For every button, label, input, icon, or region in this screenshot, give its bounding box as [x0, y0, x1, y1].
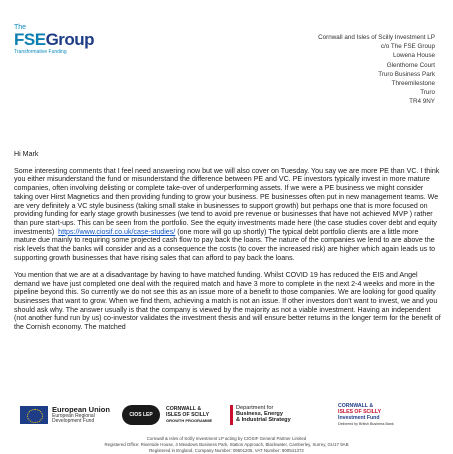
- eu-logo: [20, 406, 118, 425]
- logo-the: The: [14, 24, 27, 31]
- paragraph-2: You mention that we are at a disadvantage by having to have matched funding. Whilst COVID 19 has reduced the EIS and Angel demand we have just completed one deal with the required match and have 3 more to complete in the next 2-4 weeks and more in the pipeline beyond this. So currently we do not see this as an issue more of a benefit to those companies. We are looking for good quality businesses that want to grow. When we find them, achieving a match is not an issue. If other investors don't want to invest, we and you should ask why. The answer usually is that the company is viewed by the majority as not a viable investment. Having an independent (not another fund run by us) co-investor validates the investment thesis and will ensure better returns in the longer term for the benefit of the Cornish economy. The matched: [14, 270, 441, 332]
- registered-footer: [0, 436, 453, 454]
- paragraph-1-text: Some interesting comments that I feel need answering now but we will also cover on Tuesday. You say we are more PE than VC. I think you either misunderstand the fund or misunderstand the difference between PE and VC. PE investors typically invest in more mature companies, often involving delisting or complete take-over of underperforming assets. If we were a PE business we might consider taking over Hirst Magnetics and then providing funding to grow your business. PE businesses often put in new management teams. We are very definitely a VC style business (taking small stake in businesses to support growth) but perhaps one that is more focused on providing funding for early stage growth businesses (we tend to avoid pre revenue or businesses that have not achieved MVP ) rather than pure start-ups. This can be seen from the portfolio. See the equity investments made here (the case studies cover debt and equity investments): [14, 166, 440, 236]
- logo-wordmark: [14, 31, 134, 48]
- footer-line-3: Registered in England, Company Number: 09501205, VAT Number: 900541372: [149, 448, 304, 453]
- greeting: Hi Mark: [14, 150, 39, 158]
- cisif-sub: Delivered by British Business Bank: [338, 422, 394, 426]
- funder-logos: [20, 404, 440, 426]
- beis-logo: [230, 405, 328, 425]
- cornwall-line: GROWTH PROGRAMME: [166, 418, 213, 423]
- eu-sub1: European Regional: [52, 412, 95, 419]
- dept-line: & Industrial Strategy: [236, 417, 291, 423]
- cornwall-line: ISLES OF SCILLY: [166, 412, 210, 418]
- cisif-line: CORNWALL &: [338, 403, 374, 409]
- logo-fse: FSE: [14, 30, 46, 49]
- dept-line: Department for: [236, 405, 274, 411]
- cios-lep-logo: CIOS LEP: [122, 405, 160, 425]
- fse-group-logo: [14, 24, 134, 64]
- cisif-line: Investment Fund: [338, 415, 380, 421]
- cisif-logo: [338, 403, 430, 427]
- dept-line: Business, Energy: [236, 411, 283, 417]
- footer-line-1: Cornwall & Isles of Scilly Investment LP acting by CIOSIF General Partner Limited: [146, 436, 307, 441]
- logo-group: Group: [45, 30, 95, 49]
- address-line: Truro: [420, 89, 435, 97]
- cornwall-growth-logo: [166, 406, 224, 424]
- logo-tagline: Transformative Funding: [14, 49, 67, 55]
- eu-sub2: Development Fund: [52, 418, 95, 424]
- address-line: TR4 9NY: [409, 98, 435, 106]
- paragraph-1-after: (one more will go up shortly) The typical debt portfolio clients are a little more mature due mainly to requiring some projected cash flow to pay back the loans. The nature of the companies we lend to are above the risk levels that the banks will consider and as a consequence the costs (to cover the increased risk) are higher which again leads us to supporting growth businesses that have rising sales that can afford to pay back the loans.: [14, 227, 436, 262]
- cornwall-line: CORNWALL &: [166, 406, 202, 412]
- paragraph-1: [14, 167, 442, 263]
- address-line: Cornwall and Isles of Scilly Investment LP: [318, 34, 435, 41]
- address-line: Lowena House: [392, 52, 435, 60]
- eu-flag-icon: [20, 406, 48, 424]
- address-line: Glenthorne Court: [386, 61, 435, 69]
- footer-line-2: Registered Office: Riverside House, 4 Meadows Business Park, Station Approach, Blackwater, Camberley, Surrey, GU17 9AB: [104, 442, 349, 447]
- recipient-address: [318, 33, 435, 107]
- address-line: Threemilestone: [391, 80, 435, 88]
- crest-icon: [230, 405, 233, 425]
- case-studies-link[interactable]: https://www.ciosif.co.uk/case-studies/: [58, 227, 176, 236]
- letter-body: [14, 150, 442, 340]
- address-line: c/o The FSE Group: [380, 43, 435, 51]
- eu-title: European Union: [52, 404, 110, 414]
- cisif-line: ISLES OF SCILLY: [338, 409, 382, 415]
- address-line: Truro Business Park: [378, 70, 435, 78]
